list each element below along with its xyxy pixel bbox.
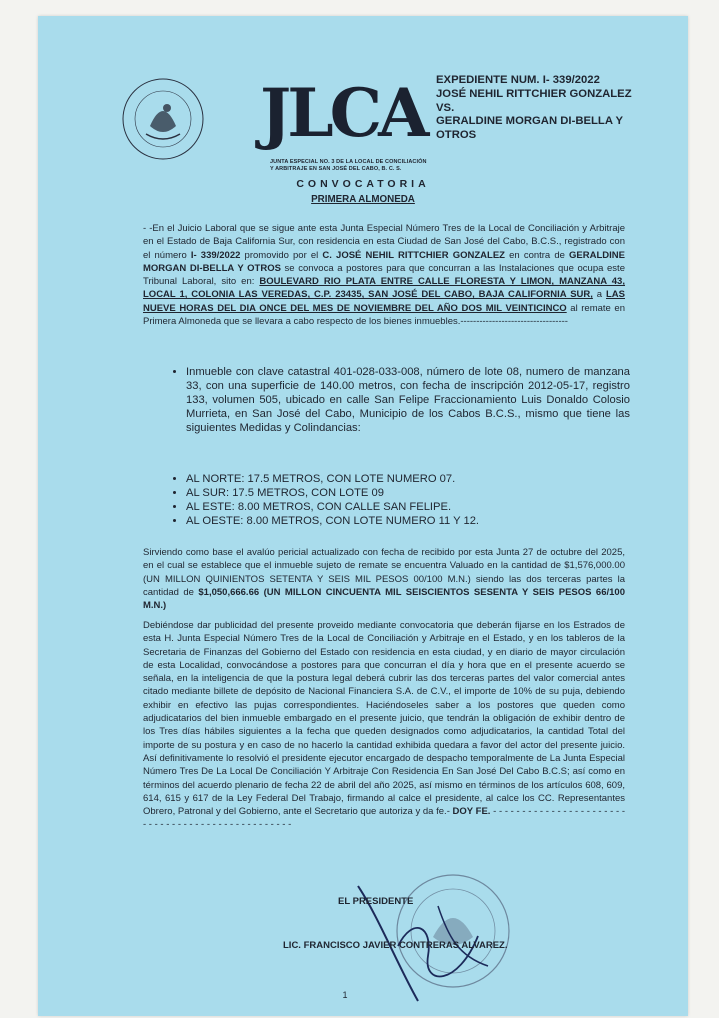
- case-header: [436, 74, 656, 143]
- p1-case-number: I- 339/2022: [190, 249, 241, 261]
- logo-subtitle: [270, 159, 470, 173]
- defendant-line2: OTROS: [436, 129, 477, 142]
- property-list: [168, 366, 630, 435]
- p1-text-e: en contra de: [505, 249, 570, 261]
- expediente-number: EXPEDIENTE NUM. I- 339/2022: [436, 74, 600, 86]
- versus: VS.: [436, 101, 455, 114]
- boundary-east: • AL ESTE: 8.00 METROS, CON CALLE SAN FELIPE.: [186, 501, 630, 515]
- p1-datetime: LAS NUEVE HORAS DEL DIA ONCE DEL MES DE NOVIEMBRE DEL AÑO DOS MIL VEINTICINCO: [143, 289, 625, 314]
- signatory-name: LIC. FRANCISCO JAVIER CONTRERAS ALVAREZ.: [283, 940, 508, 951]
- p3-dashes: - - - - - - - - - - - - - - - - - - - - - - - - - - - - - - - - - - - - - - - - - - - - - - - - -: [143, 806, 626, 831]
- p2-text-a: Sirviendo como base el avalúo pericial actualizado con fecha de recibido por esta Junta 27 de octubre del 2025, en el cual se establece que el inmueble sujeto de remate se encuentra Valuado en la cantidad de $1,576,000.00 (UN MILLON QUINIENTOS SETENTA Y SEIS MIL PESOS 00/100 M.N.) siendo las dos terceras partes la cantidad de: [143, 547, 625, 598]
- p1-text-c: promovido por el: [240, 249, 323, 261]
- p3-text-a: Debiéndose dar publicidad del presente proveido mediante convocatoria que deberán fijarse en los Estrados de esta H. Junta Especial Número Tres de la Local de Conciliación y Arbitraje en el Estado, y en los tableros de la Secretaria de Finanzas del Gobierno del Estado con residencia en esta ciudad, y en diario de mayor circulación de esta Localidad, convocándose a postores para que concurran el día y hora que en el presente acuerdo se señala, en la inteligencia de que la postura legal deberá cubrir las dos terceras partes del valor comercial antes citado mediante billete de depósito de Nacional Financiera S.A. de C.V., el importe de 10% de su puja, debiendo exhibir en efectivo las pujas correspondientes. Haciéndoseles saber a los postores que queden como adjudicatarios del bien inmueble embargado en el presente juicio, que tendrán la obligación de exhibir dentro de los Tres días hábiles siguientes a la fecha que queden designados como adjudicatarios, la cantidad Total del importe de su postura y en caso de no hacerlo la cantidad exhibida quedara a favor del actor del presente juicio. Así definitivamente lo resolvió el presidente ejecutor encargado de despacho temporalmente de La Junta Especial Número Tres De La Local De Conciliación Y Arbitraje Con Residencia En San José Del Cabo B.C.S; así como en términos del acuerdo plenario de fecha 22 de abril del año 2025, así mismo en términos de los artículos 608, 609, 614, 615 y 617 de la Ley Federal Del Trabajo, firmando al calce el presidente, al calce los CC. Representantes Obrero, Patronal y del Gobierno, ante el Secretario que autoriza y da fe.-: [143, 620, 625, 818]
- page-number: 1: [342, 990, 348, 1000]
- p1-text-i: a: [592, 289, 606, 301]
- document-title: CONVOCATORIA: [296, 178, 430, 190]
- mexico-seal-icon: [120, 76, 206, 162]
- p1-text-k: al remate en Primera Almoneda que se llevara a cabo respecto de los bienes inmuebles.----------------------------------: [143, 302, 625, 328]
- logo-subtitle-line2: Y ARBITRAJE EN SAN JOSÉ DEL CABO, B. C. S.: [270, 166, 402, 173]
- p2-amount: $1,050,666.66 (UN MILLON CINCUENTA MIL SEISCIENTOS SESENTA Y SEIS PESOS 66/100 M.N.): [143, 586, 625, 612]
- document-page: [38, 16, 688, 1016]
- valuation-paragraph: [143, 546, 625, 612]
- logo-subtitle-line1: JUNTA ESPECIAL NO. 3 DE LA LOCAL DE CONCILIACIÓN: [270, 159, 427, 165]
- boundaries-list: [168, 473, 630, 529]
- boundary-south: • AL SUR: 17.5 METROS, CON LOTE 09: [186, 487, 630, 501]
- signatory-role: EL PRESIDENTE: [338, 896, 414, 907]
- intro-paragraph: [143, 222, 625, 328]
- p1-defendant: GERALDINE MORGAN DI-BELLA Y OTROS: [143, 249, 625, 274]
- p3-doy-fe: DOY FE.: [452, 806, 491, 818]
- defendant-line1: GERALDINE MORGAN DI-BELLA Y: [436, 115, 624, 128]
- publicity-paragraph: [143, 619, 625, 832]
- p1-text-g: se convoca a postores para que concurran a las Instalaciones que ocupa este Tribunal Laboral, sito en:: [143, 262, 625, 288]
- jlca-logo: JLCA: [260, 74, 426, 152]
- boundary-north: • AL NORTE: 17.5 METROS, CON LOTE NUMERO 07.: [186, 473, 630, 487]
- document-subtitle: PRIMERA ALMONEDA: [311, 194, 415, 205]
- p1-address: BOULEVARD RIO PLATA ENTRE CALLE FLORESTA Y LIMON, MANZANA 43, LOCAL 1, COLONIA LAS VEREDAS, C.P. 23435, SAN JOSÉ DEL CABO, BAJA CALIFORNIA SUR,: [143, 276, 625, 301]
- p1-plaintiff: C. JOSÉ NEHIL RITTCHIER GONZALEZ: [322, 249, 505, 261]
- p1-text-a: - -En el Juicio Laboral que se sigue ante esta Junta Especial Número Tres de la Local de Conciliación y Arbitraje en el Estado de Baja California Sur, con residencia en esta Ciudad de San José del Cabo, B.C.S., registrado con el número: [143, 223, 625, 261]
- boundary-west: • AL OESTE: 8.00 METROS, CON LOTE NUMERO 11 Y 12.: [186, 515, 630, 529]
- property-description: • Inmueble con clave catastral 401-028-033-008, número de lote 08, numero de manzana 33, con una superficie de 140.00 metros, con fecha de inscripción 2012-05-17, registro 133, volumen 505, ubicado en calle San Felipe Fraccionamiento Luis Donaldo Colosio Murrieta, en San José del Cabo, Municipio de los Cabos B.C.S., mismo que tiene las siguientes Medidas y Colindancias:: [186, 366, 630, 435]
- actor-name: JOSÉ NEHIL RITTCHIER GONZALEZ: [436, 87, 632, 100]
